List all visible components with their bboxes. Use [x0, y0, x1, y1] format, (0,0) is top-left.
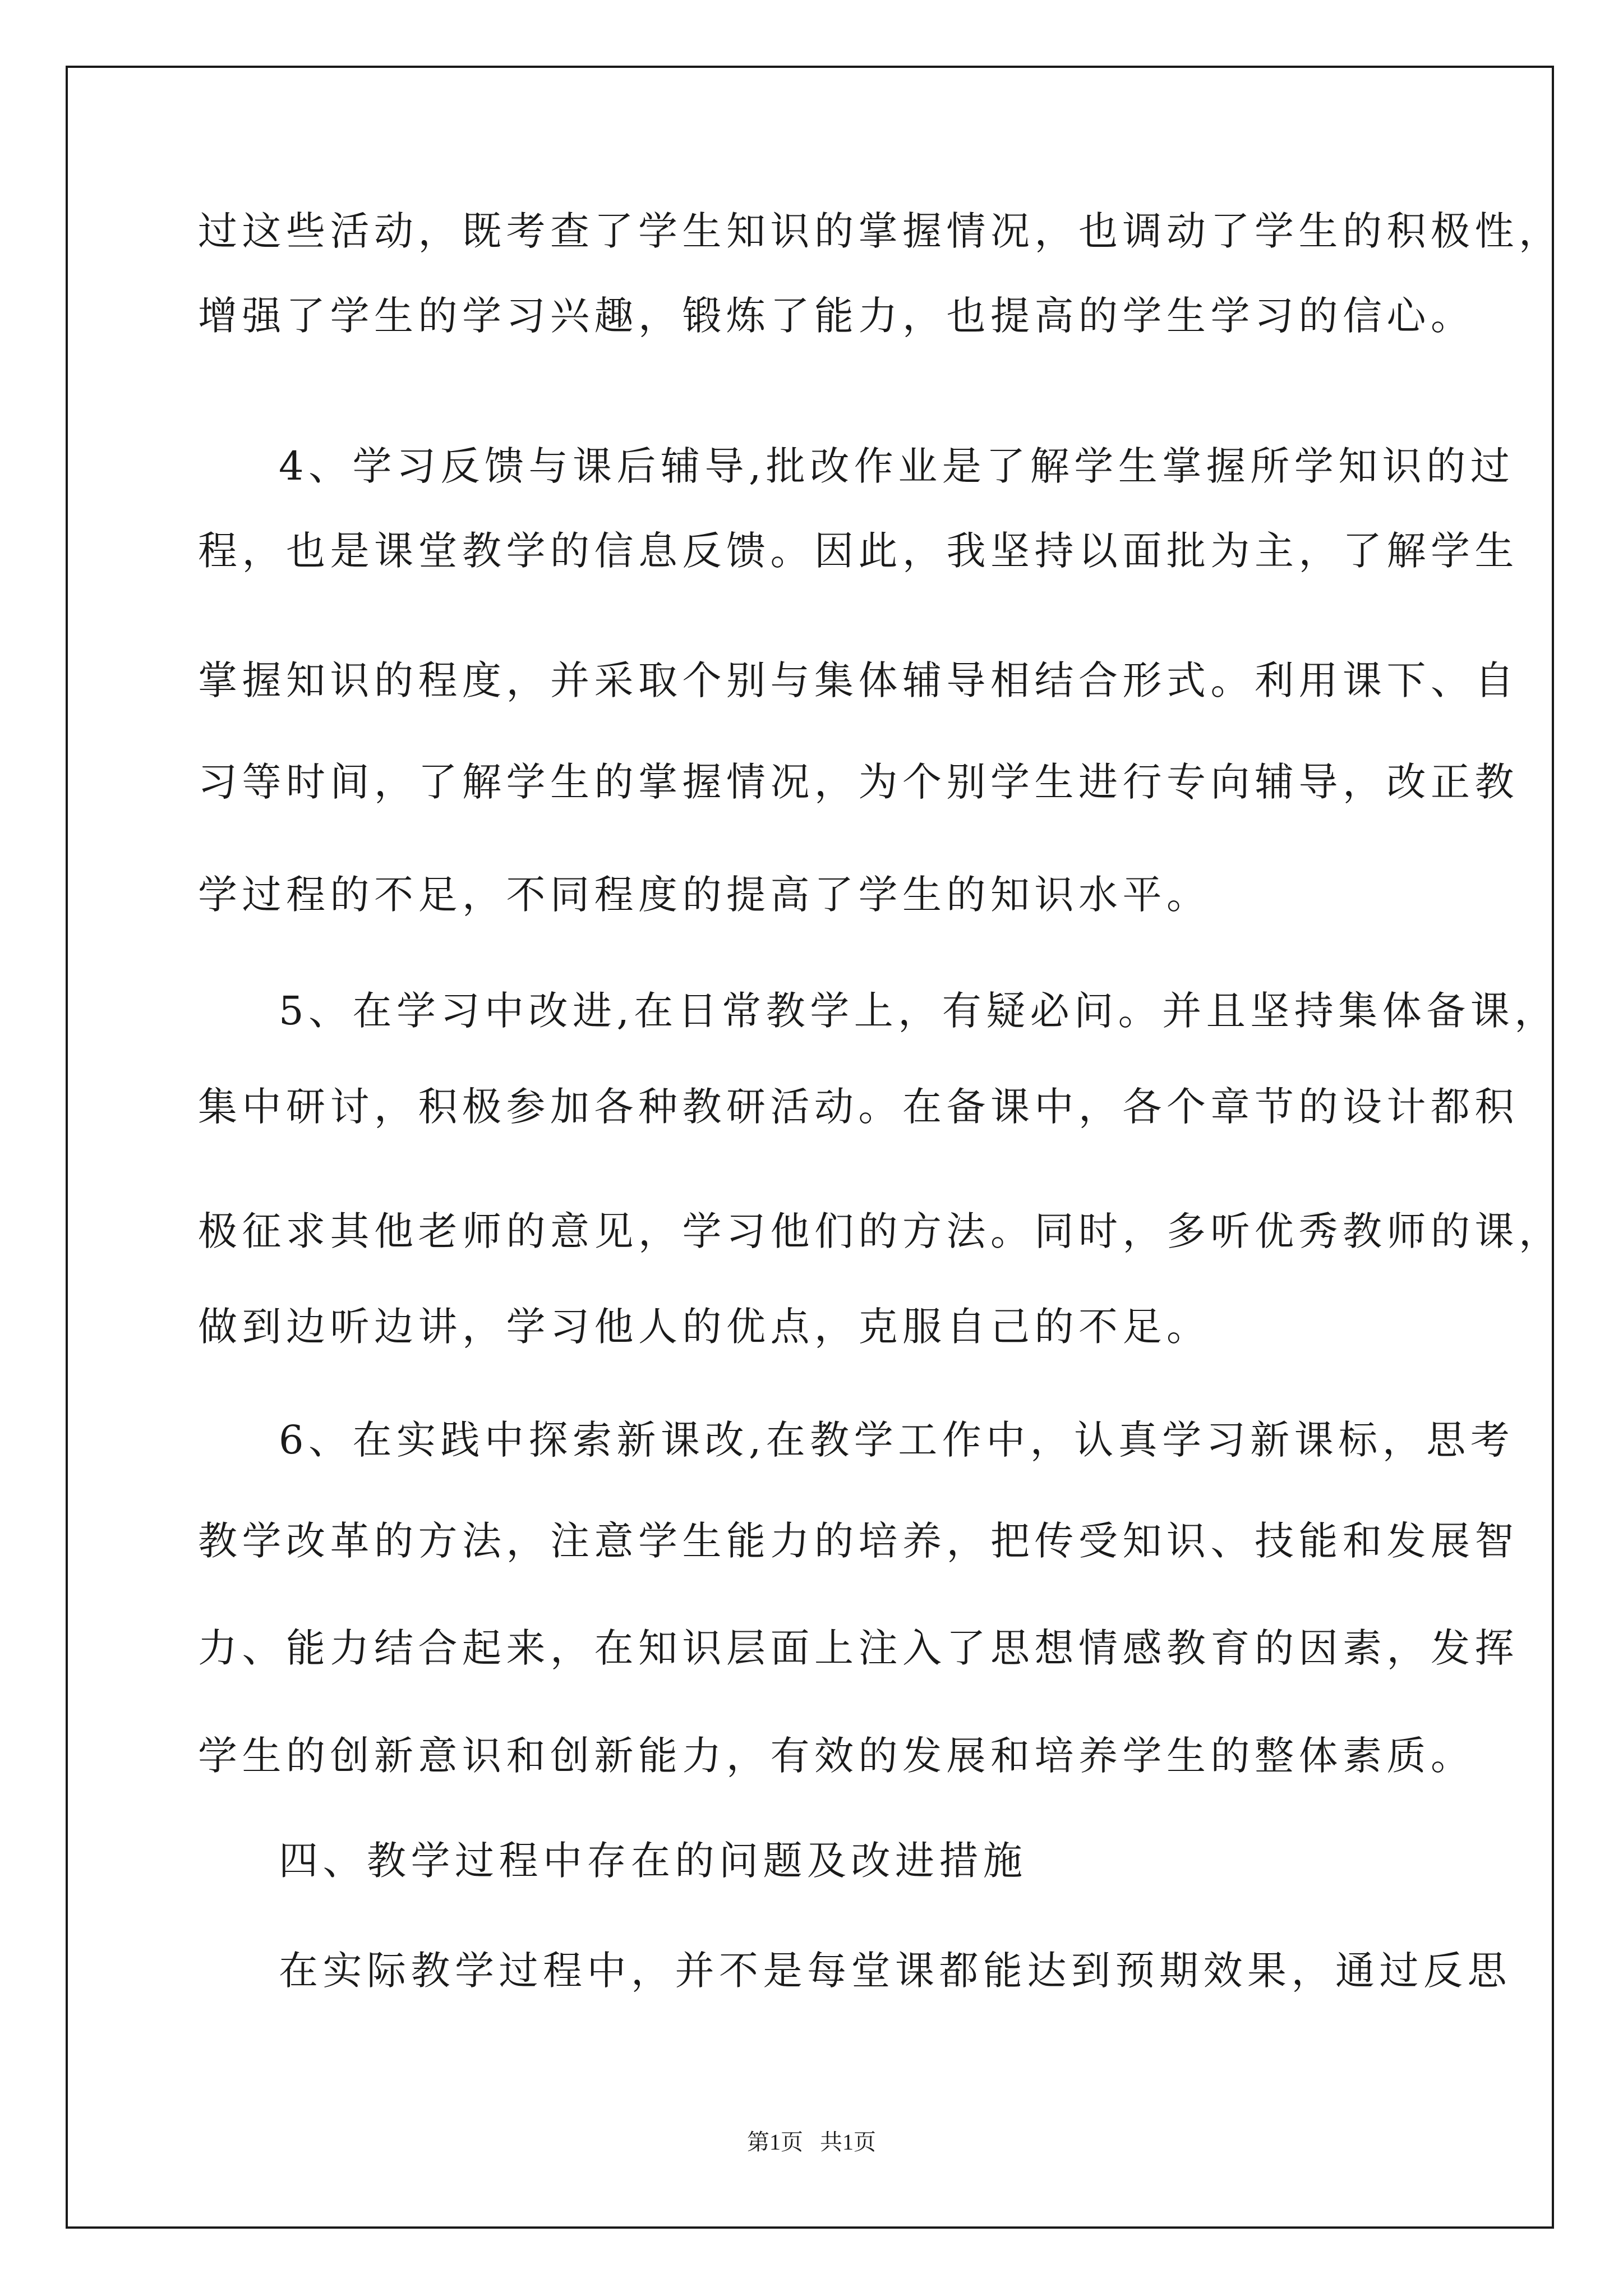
text-line: 增强了学生的学习兴趣，锻炼了能力，也提高的学生学习的信心。	[198, 293, 1475, 339]
text-line: 6、在实践中探索新课改,在教学工作中，认真学习新课标，思考	[279, 1417, 1515, 1463]
text-line: 过这些活动，既考查了学生知识的掌握情况，也调动了学生的积极性，	[198, 208, 1563, 254]
text-line: 极征求其他老师的意见，学习他们的方法。同时，多听优秀教师的课，	[198, 1208, 1563, 1254]
text-line: 教学改革的方法，注意学生能力的培养，把传受知识、技能和发展智	[198, 1518, 1519, 1564]
section-heading: 四、教学过程中存在的问题及改进措施	[279, 1838, 1027, 1884]
text-line: 学过程的不足，不同程度的提高了学生的知识水平。	[198, 872, 1211, 918]
text-line: 力、能力结合起来，在知识层面上注入了思想情感教育的因素，发挥	[198, 1625, 1519, 1671]
text-line: 习等时间，了解学生的掌握情况，为个别学生进行专向辅导，改正教	[198, 759, 1519, 805]
text-line: 程，也是课堂教学的信息反馈。因此，我坚持以面批为主，了解学生	[198, 528, 1519, 574]
text-line: 5、在学习中改进,在日常教学上，有疑必问。并且坚持集体备课，	[279, 988, 1559, 1034]
text-line: 学生的创新意识和创新能力，有效的发展和培养学生的整体素质。	[198, 1733, 1475, 1779]
page-footer: 第1页 共1页	[747, 2129, 876, 2155]
text-line: 4、学习反馈与课后辅导,批改作业是了解学生掌握所学知识的过	[279, 443, 1515, 489]
text-line: 在实际教学过程中，并不是每堂课都能达到预期效果，通过反思	[279, 1948, 1511, 1994]
page-border	[66, 66, 1554, 2229]
text-line: 掌握知识的程度，并采取个别与集体辅导相结合形式。利用课下、自	[198, 657, 1519, 703]
text-line: 集中研讨，积极参加各种教研活动。在备课中，各个章节的设计都积	[198, 1084, 1519, 1130]
text-line: 做到边听边讲，学习他人的优点，克服自己的不足。	[198, 1304, 1211, 1350]
